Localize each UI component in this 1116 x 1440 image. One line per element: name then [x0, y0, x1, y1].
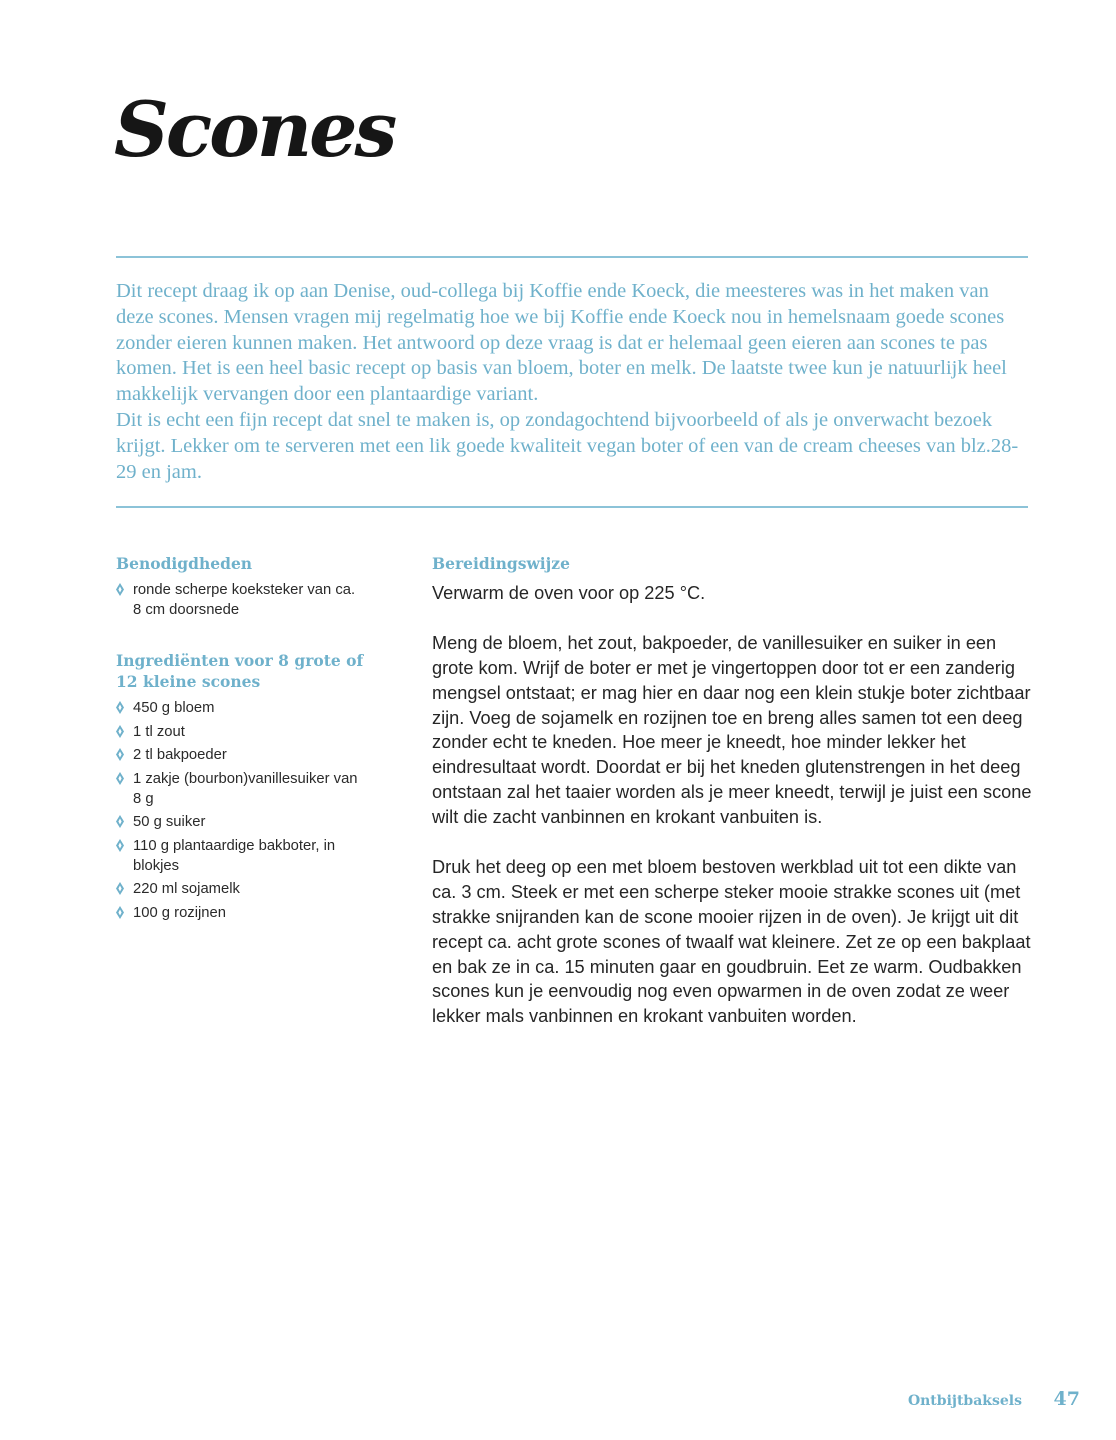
diamond-bullet-icon: [116, 882, 124, 895]
diamond-bullet-icon: [116, 772, 124, 785]
diamond-bullet-icon: [116, 748, 124, 761]
ingredient-item: 450 g bloem: [133, 700, 215, 716]
page-footer: [908, 1388, 1080, 1410]
intro-paragraph: Dit is echt een fijn recept dat snel te maken is, op zondagochtend bijvoorbeeld of als je onverwacht bezoek krijgt. Lekker om te serveren met een lik goede kwaliteit vegan boter of een van de cream cheeses van blz.28-29 en jam.: [116, 408, 1019, 483]
page-title: Scones: [114, 85, 395, 174]
page-number: 47: [1053, 1388, 1080, 1410]
equipment-heading: Benodigdheden: [116, 554, 253, 573]
list-item: [116, 812, 366, 832]
diamond-bullet-icon: [116, 701, 124, 714]
list-item: [116, 903, 366, 923]
ingredients-list: [116, 698, 366, 923]
footer-section-name: Ontbijtbaksels: [907, 1393, 1022, 1409]
top-divider: [116, 256, 1028, 258]
list-item: [116, 580, 366, 620]
intro-paragraph: Dit recept draag ik op aan Denise, oud-collega bij Koffie ende Koeck, die meesteres was in het maken van deze scones. Mensen vragen mij regelmatig hoe we bij Koffie ende Koeck nou in hemelsnaam goede scones zonder eieren kunnen maken. Het antwoord op deze vraag is dat er helemaal geen eieren aan scones te pas komen. Het is een heel basic recept op basis van bloem, boter en melk. De laatste twee kun je natuurlijk heel makkelijk vervangen door een plantaardige variant.: [116, 280, 1007, 406]
diamond-bullet-icon: [116, 906, 124, 919]
ingredient-item: 50 g suiker: [133, 814, 206, 830]
equipment-item: ronde scherpe koeksteker van ca. 8 cm doorsnede: [133, 582, 356, 618]
list-item: [116, 722, 366, 742]
intro-text: [116, 279, 1031, 485]
bottom-divider: [116, 506, 1028, 508]
ingredient-item: 220 ml sojamelk: [133, 881, 240, 897]
ingredients-heading: Ingrediënten voor 8 grote of 12 kleine scones: [116, 651, 364, 691]
sidebar: [116, 553, 366, 926]
method-step: Verwarm de oven voor op 225 °C.: [432, 583, 706, 603]
diamond-bullet-icon: [116, 839, 124, 852]
equipment-list: [116, 580, 366, 620]
ingredient-item: 2 tl bakpoeder: [133, 747, 227, 763]
list-item: [116, 745, 366, 765]
method-heading: Bereidingswijze: [432, 554, 570, 573]
list-item: [116, 879, 366, 899]
method-section: [432, 553, 1032, 1029]
method-step: Druk het deeg op een met bloem bestoven werkblad uit tot een dikte van ca. 3 cm. Steek er met een scherpe steker mooie strakke scones uit (met strakke snijranden kan de scone mooier rijzen in de oven). Je krijgt uit dit recept ca. acht grote scones of twaalf wat kleinere. Zet ze op een bakplaat en bak ze in ca. 15 minuten gaar en goudbruin. Eet ze warm. Oudbakken scones kun je eenvoudig nog even opwarmen in de oven zodat ze weer lekker mals vanbinnen en krokant vanbuiten worden.: [432, 856, 1031, 1027]
list-item: [116, 698, 366, 718]
list-item: [116, 769, 366, 809]
ingredient-item: 1 tl zout: [133, 723, 185, 740]
method-step: Meng de bloem, het zout, bakpoeder, de vanillesuiker en suiker in een grote kom. Wrijf de boter er met je vingertoppen door tot er een zanderig mengsel ontstaat; er mag hier en daar nog een klein stukje boter zichtbaar zijn. Voeg de sojamelk en rozijnen toe en breng alles samen tot een deeg zonder echt te kneden. Hoe meer je kneedt, hoe minder lekker het eindresultaat wordt. Doordat er bij het kneden glutenstrengen in het deeg ontstaan zal het taaier worden als je meer kneedt, terwijl je juist een scone wilt die zacht vanbinnen en krokant vanbuiten is.: [432, 632, 1032, 828]
list-item: [116, 836, 366, 876]
ingredient-item: 110 g plantaardige bakboter, in blokjes: [133, 837, 336, 874]
diamond-bullet-icon: [116, 725, 124, 738]
diamond-bullet-icon: [116, 583, 124, 596]
ingredient-item: 1 zakje (bourbon)vanillesuiker van 8 g: [133, 770, 358, 807]
diamond-bullet-icon: [116, 815, 124, 828]
ingredient-item: 100 g rozijnen: [133, 904, 226, 921]
